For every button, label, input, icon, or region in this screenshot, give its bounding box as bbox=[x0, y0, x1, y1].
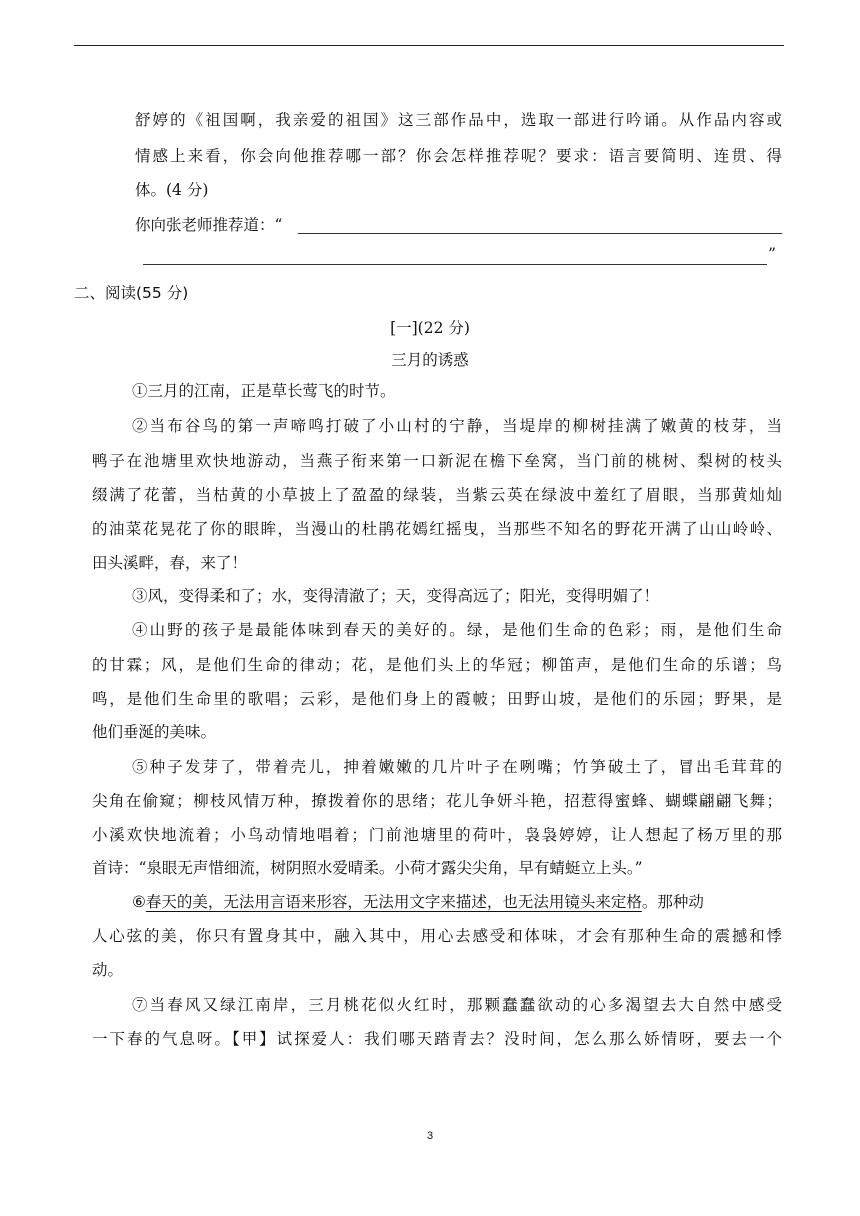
paragraph-7-line-1: ⑦当春风又绿江南岸，三月桃花似火红时，那颗蠢蠢欲动的心多渴望去大自然中感受 bbox=[132, 996, 782, 1014]
reading-part-label: [一](22 分) bbox=[390, 319, 470, 337]
paragraph-4-line-2: 的甘霖；风，是他们生命的律动；花，是他们头上的华冠；柳笛声，是他们生命的乐谱；鸟 bbox=[92, 656, 782, 674]
article-title: 三月的诱惑 bbox=[391, 351, 469, 369]
paragraph-2-line-3: 缀满了花蕾，当枯黄的小草披上了盈盈的绿装，当紫云英在绿波中羞红了眉眼，当那黄灿灿 bbox=[92, 486, 782, 504]
paragraph-3: ③风，变得柔和了；水，变得清澈了；天，变得高远了；阳光，变得明媚了！ bbox=[132, 587, 660, 605]
paragraph-5-line-4: 首诗：“泉眼无声惜细流，树阴照水爱晴柔。小荷才露尖尖角，早有蜻蜓立上头。” bbox=[92, 859, 643, 877]
section-heading: 二、阅读(55 分) bbox=[74, 284, 189, 302]
question-line-3: 体。(4 分) bbox=[135, 181, 209, 199]
paragraph-6-line-1 bbox=[132, 892, 782, 912]
paragraph-6-rest: 。那种动 bbox=[641, 893, 704, 911]
paragraph-5-line-1: ⑤种子发芽了，带着壳儿，抻着嫩嫩的几片叶子在咧嘴；竹笋破土了，冒出毛茸茸的 bbox=[132, 758, 782, 776]
paragraph-5-line-3: 小溪欢快地流着；小鸟动情地唱着；门前池塘里的荷叶，袅袅婷婷，让人想起了杨万里的那 bbox=[92, 826, 782, 844]
paragraph-6-underlined-sentence: 春天的美，无法用言语来形容，无法用文字来描述，也无法用镜头来定格 bbox=[145, 893, 642, 911]
paragraph-4-line-3: 鸣，是他们生命里的歌唱；云彩，是他们身上的霞帔；田野山坡，是他们的乐园；野果，是 bbox=[92, 690, 782, 708]
page-number: 3 bbox=[426, 1130, 434, 1142]
paragraph-4-line-1: ④山野的孩子是最能体味到春天的美好的。绿，是他们生命的色彩；雨，是他们生命 bbox=[132, 621, 782, 639]
paragraph-2-line-2: 鸭子在池塘里欢快地游动，当燕子衔来第一口新泥在檐下垒窝，当门前的桃树、梨树的枝头 bbox=[92, 452, 782, 470]
answer-close-quote: ” bbox=[768, 245, 776, 263]
header-rule bbox=[74, 45, 784, 46]
paragraph-1: ①三月的江南，正是草长莺飞的时节。 bbox=[132, 382, 396, 400]
answer-prompt: 你向张老师推荐道：“ bbox=[135, 216, 283, 234]
paragraph-4-line-4: 他们垂涎的美味。 bbox=[92, 723, 217, 741]
paragraph-6-line-3: 动。 bbox=[92, 961, 124, 979]
paragraph-2-line-1: ②当布谷鸟的第一声啼鸣打破了小山村的宁静，当堤岸的柳树挂满了嫩黄的枝芽，当 bbox=[132, 417, 782, 435]
paragraph-6-line-2: 人心弦的美，你只有置身其中，融入其中，用心去感受和体味，才会有那种生命的震撼和悸 bbox=[92, 927, 782, 945]
paragraph-2-line-5: 田头溪畔，春，来了！ bbox=[92, 554, 248, 572]
paragraph-7-line-2: 一下春的气息呀。【甲】试探爱人：我们哪天踏青去？没时间，怎么那么娇情呀，要去一个 bbox=[92, 1030, 782, 1048]
paragraph-5-line-2: 尖角在偷窥；柳枝风情万种，撩拨着你的思绪；花儿争妍斗艳，招惹得蜜蜂、蝴蝶翩翩飞舞； bbox=[92, 792, 782, 810]
question-line-2: 情感上来看，你会向他推荐哪一部？你会怎样推荐呢？要求：语言要简明、连贯、得 bbox=[135, 147, 782, 165]
question-line-1: 舒婷的《祖国啊，我亲爱的祖国》这三部作品中，选取一部进行吟诵。从作品内容或 bbox=[135, 111, 782, 129]
answer-blank-1[interactable] bbox=[298, 233, 782, 234]
paragraph-2-line-4: 的油菜花晃花了你的眼眸，当漫山的杜鹃花嫣红摇曳，当那些不知名的野花开满了山山岭岭、 bbox=[92, 520, 782, 538]
paragraph-6-number: ⑥ bbox=[132, 893, 146, 911]
answer-blank-2[interactable] bbox=[143, 264, 767, 265]
